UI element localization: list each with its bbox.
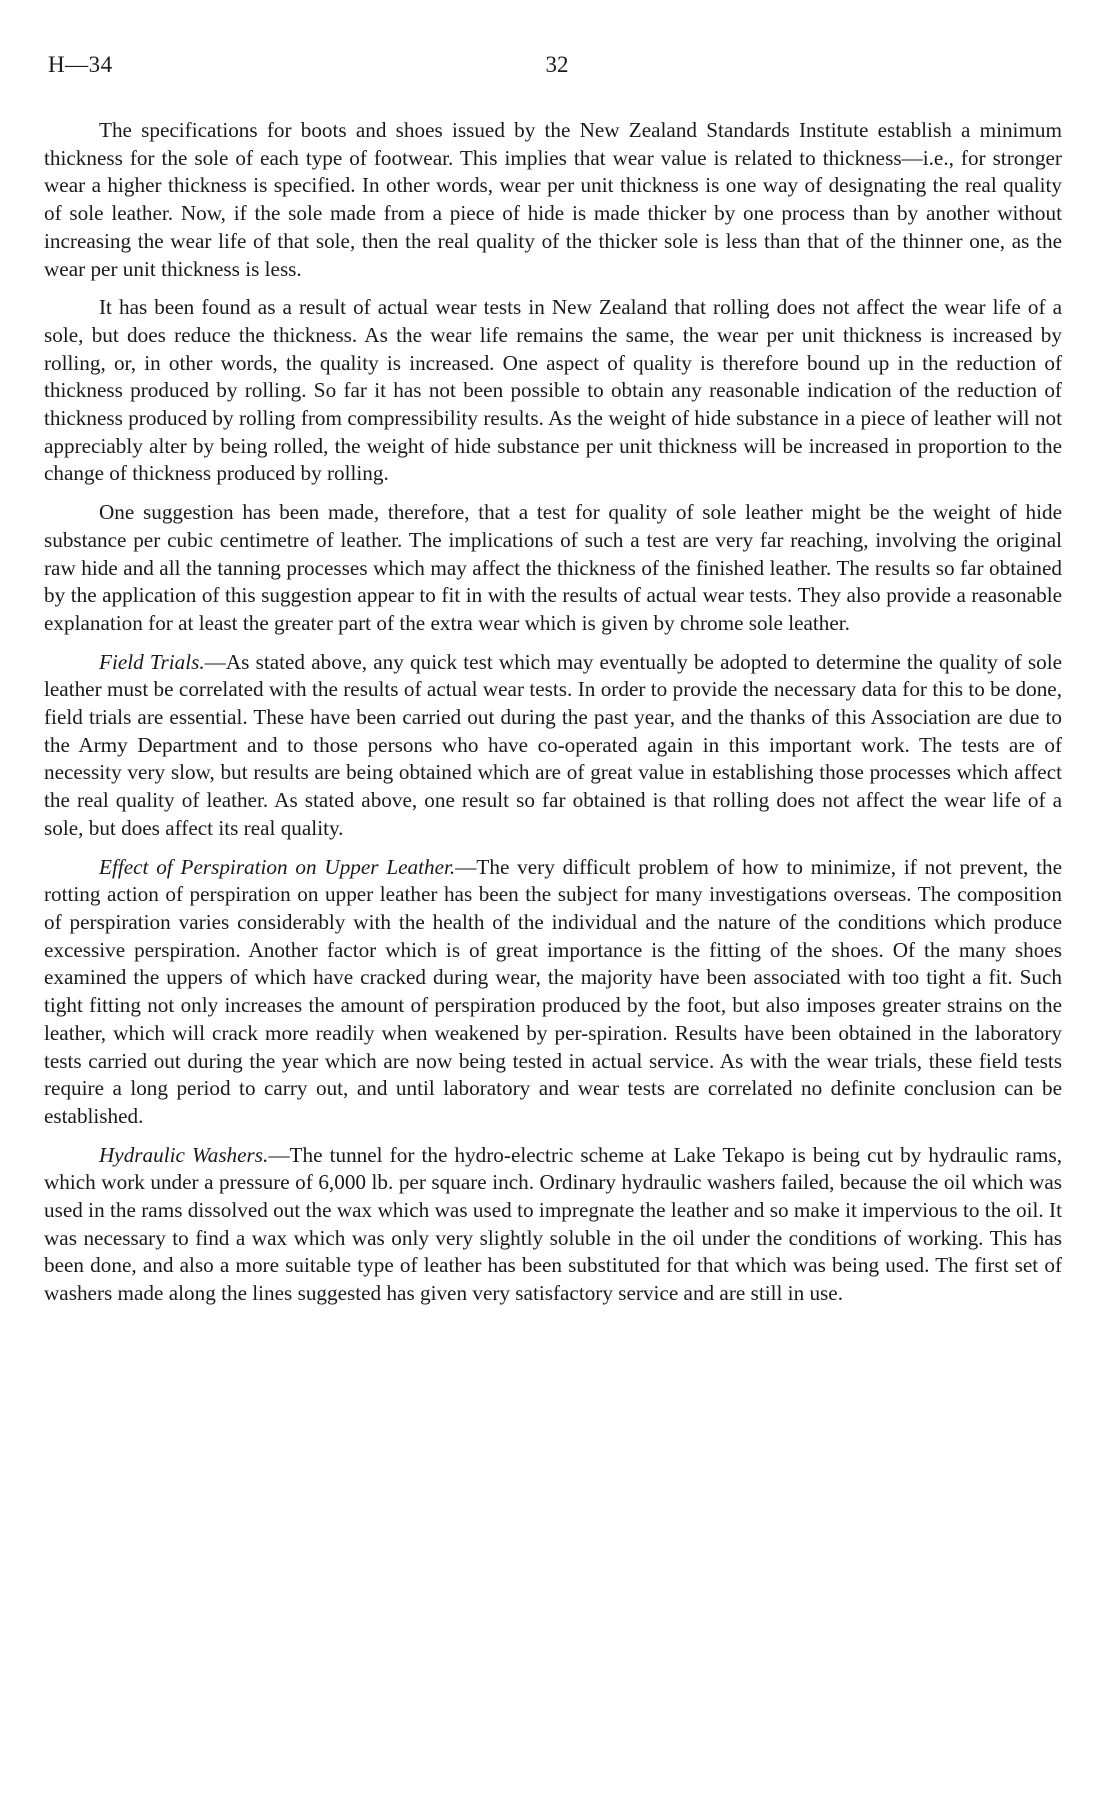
paragraph-hydraulic-washers	[44, 1142, 1062, 1308]
paragraph-heading: Hydraulic Washers.	[99, 1142, 269, 1167]
paragraph-field-trials	[44, 649, 1062, 843]
paragraph-text: —As stated above, any quick test which may eventually be adopted to determine the quality of sole leather must be correlated with the results of actual wear tests. In order to provide the necessary data for this to be done, field trials are essential. These have been carried out during the past year, and the thanks of this Association are due to the Army Department and to those persons who have co-operated again in this important work. The tests are of necessity very slow, but results are being obtained which are of great value in establishing those processes which affect the real quality of leather. As stated above, one result so far obtained is that rolling does not affect the wear life of a sole, but does affect its real quality.	[44, 649, 1062, 840]
paragraph-heading: Field Trials.	[99, 649, 205, 674]
paragraph-text: One suggestion has been made, therefore, that a test for quality of sole leather might be the weight of hide substance per cubic centimetre of leather. The implications of such a test are very far reaching, involving the original raw hide and all the tanning processes which may affect the thickness of the finished leather. The results so far obtained by the application of this suggestion appear to fit in with the results of actual wear tests. They also provide a reasonable explanation for at least the greater part of the extra wear which is given by chrome sole leather.	[44, 500, 1062, 635]
paragraph-text: It has been found as a result of actual wear tests in New Zealand that rolling does not affect the wear life of a sole, but does reduce the thickness. As the wear life remains the same, the wear per unit thickness is increased by rolling, or, in other words, the quality is increased. One aspect of quality is therefore bound up in the reduction of thickness produced by rolling. So far it has not been possible to obtain any reasonable indication of the reduction of thickness produced by rolling from compressibility results. As the weight of hide substance in a piece of leather will not appreciably alter by being rolled, the weight of hide substance per unit thickness will be increased in proportion to the change of thickness produced by rolling.	[44, 295, 1062, 486]
document-body	[44, 117, 1062, 1319]
paragraph-text: The specifications for boots and shoes issued by the New Zealand Standards Institute establish a minimum thickness for the sole of each type of footwear. This implies that wear value is related to thickness—i.e., for stronger wear a higher thickness is specified. In other words, wear per unit thickness is one way of designating the real quality of sole leather. Now, if the sole made from a piece of hide is made thicker by one process than by another without increasing the wear life of that sole, then the real quality of the thicker sole is less than that of the thinner one, as the wear per unit thickness is less.	[44, 118, 1062, 281]
paragraph-heading: Effect of Perspiration on Upper Leather.	[99, 854, 456, 879]
page-number: 32	[545, 52, 569, 77]
paragraph-sole-thickness	[44, 117, 1062, 283]
paragraph-text: —The tunnel for the hydro-electric scheme at Lake Tekapo is being cut by hydraulic rams, which work under a pressure of 6,000 lb. per square inch. Ordinary hydraulic washers failed, because the oil which was used in the rams dissolved out the wax which was used to impregnate the leather and so make it impervious to the oil. It was necessary to find a wax which was only very slightly soluble in the oil under the conditions of working. This has been done, and also a more suitable type of leather has been substituted for that which was being used. The first set of washers made along the lines suggested has given very satisfactory service and are still in use.	[44, 1142, 1062, 1306]
paragraph-perspiration	[44, 854, 1062, 1131]
paragraph-rolling	[44, 294, 1062, 488]
paragraph-text: —The very difficult problem of how to minimize, if not prevent, the rotting action of perspiration on upper leather has been the subject for many investigations overseas. The composition of perspiration varies considerably with the health of the individual and the nature of the conditions which produce excessive perspiration. Another factor which is of great importance is the fitting of the shoes. Of the many shoes examined the uppers of which have cracked during wear, the majority have been associated with too tight a fit. Such tight fitting not only increases the amount of perspiration produced by the foot, but also imposes greater strains on the leather, which will crack more readily when weakened by per-spiration. Results have been obtained in the laboratory tests carried out during the year which are now being tested in actual service. As with the wear trials, these field tests require a long period to carry out, and until laboratory and wear tests are correlated no definite conclusion can be established.	[44, 854, 1062, 1128]
page-header	[48, 52, 1066, 84]
document-code: H—34	[48, 52, 113, 77]
paragraph-hide-substance	[44, 499, 1062, 638]
